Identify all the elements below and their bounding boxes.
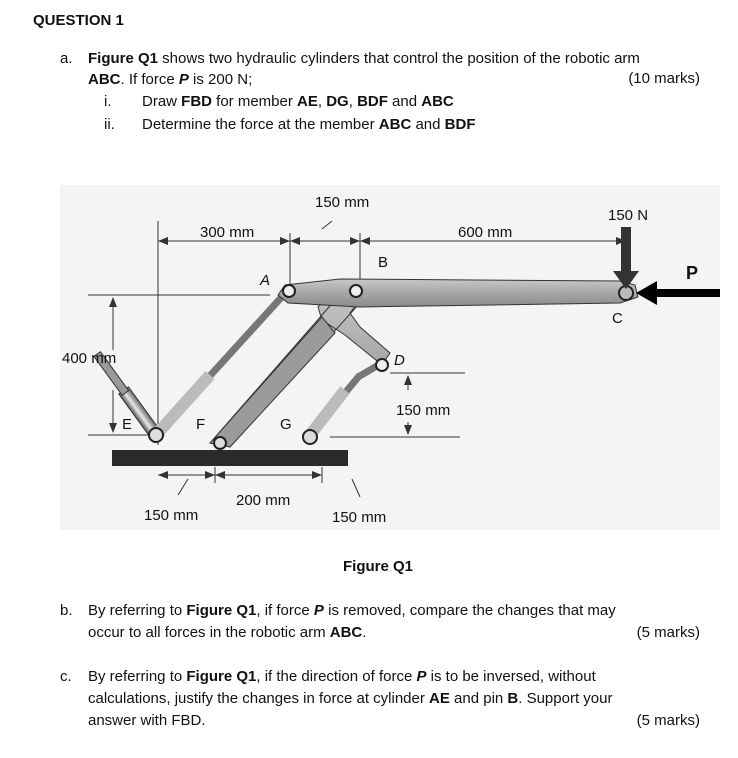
- item-i-s1: ,: [317, 93, 327, 110]
- pin-e: [149, 428, 163, 442]
- part-b-l2: occur to all forces in the robotic arm: [88, 624, 330, 641]
- pin-a: [283, 285, 295, 297]
- label-e: E: [122, 416, 133, 433]
- label-p: P: [686, 263, 699, 283]
- part-c-l2-mid: and pin: [449, 690, 508, 707]
- item-ii-num: ii.: [104, 116, 115, 133]
- force-150n-label: 150 N: [608, 207, 649, 224]
- part-b-marks: (5 marks): [636, 624, 700, 641]
- question-heading: QUESTION 1: [33, 12, 124, 29]
- item-ii-b1: ABC: [378, 116, 412, 133]
- item-ii-t1: Determine the force at the member: [142, 116, 379, 133]
- part-b-t2: , if force: [256, 602, 314, 619]
- part-b-member: ABC: [329, 624, 363, 641]
- dim-200: 200 mm: [236, 492, 291, 509]
- part-c-line2: [88, 688, 612, 709]
- part-a-member: ABC: [88, 71, 121, 88]
- part-a-figure-ref: Figure Q1: [88, 50, 159, 67]
- part-c-line1: [88, 666, 704, 687]
- dim-150-bottom-right: 150 mm: [332, 509, 387, 526]
- part-a-text2: . If force: [120, 71, 179, 88]
- dim-300: 300 mm: [200, 224, 255, 241]
- part-c-t3: is to be inversed, without: [426, 668, 596, 685]
- item-i-b3: DG: [326, 93, 349, 110]
- part-c-ae: AE: [429, 690, 450, 707]
- dim-150-top: 150 mm: [315, 194, 370, 211]
- pin-d: [376, 359, 388, 371]
- part-b-t3: is removed, compare the changes that may: [323, 602, 616, 619]
- label-b: B: [378, 254, 389, 271]
- item-i-t1: Draw: [142, 93, 182, 110]
- item-i-s3: and: [387, 93, 422, 110]
- pin-g: [303, 430, 317, 444]
- part-c-l2-end: . Support your: [518, 690, 613, 707]
- item-ii-t2: and: [411, 116, 445, 133]
- item-i-s2: ,: [348, 93, 358, 110]
- item-i-b1: FBD: [181, 93, 212, 110]
- dim-400: 400 mm: [62, 350, 117, 367]
- part-a-text3: is 200 N;: [188, 71, 253, 88]
- part-c-line3: answer with FBD.: [88, 712, 206, 729]
- part-b-t1: By referring to: [88, 602, 187, 619]
- label-c: C: [612, 310, 623, 327]
- part-b-label: b.: [60, 602, 73, 619]
- item-ii-text: [142, 114, 475, 135]
- dim-150-right: 150 mm: [396, 402, 451, 419]
- label-a: A: [260, 272, 271, 289]
- part-b-figref: Figure Q1: [186, 602, 257, 619]
- member-abc: [278, 279, 638, 307]
- part-b-l2-end: .: [362, 624, 367, 641]
- item-i-b4: BDF: [357, 93, 388, 110]
- dim-600: 600 mm: [458, 224, 513, 241]
- part-b-line2: [88, 622, 366, 643]
- part-a-text: shows two hydraulic cylinders that control the position of the robotic arm: [158, 50, 640, 67]
- dim-150-bottom-left: 150 mm: [144, 507, 199, 524]
- item-i-t2: for member: [212, 93, 298, 110]
- part-c-l2: calculations, justify the changes in force at cylinder: [88, 690, 430, 707]
- part-a-line1: [88, 48, 708, 69]
- label-d: D: [394, 352, 405, 369]
- part-c-figref: Figure Q1: [186, 668, 257, 685]
- figure-caption: Figure Q1: [343, 558, 414, 575]
- part-c-label: c.: [60, 668, 72, 685]
- item-ii-b2: BDF: [444, 116, 476, 133]
- pin-b: [350, 285, 362, 297]
- item-i-num: i.: [104, 93, 112, 110]
- figure-q1-diagram: [60, 185, 720, 530]
- label-f: F: [196, 416, 206, 433]
- ground-base: [112, 450, 348, 466]
- part-b-line1: [88, 600, 704, 621]
- part-c-b: B: [507, 690, 519, 707]
- part-a-marks: (10 marks): [628, 70, 700, 87]
- item-i-b5: ABC: [421, 93, 454, 110]
- part-a-line2: [88, 69, 252, 90]
- pin-f: [214, 437, 226, 449]
- part-c-marks: (5 marks): [636, 712, 700, 729]
- part-b-var: P: [313, 602, 324, 619]
- part-c-var: P: [416, 668, 427, 685]
- item-i-b2: AE: [297, 93, 318, 110]
- item-i-text: [142, 91, 454, 112]
- part-a-label: a.: [60, 50, 73, 67]
- part-a-force-var: P: [178, 71, 189, 88]
- part-c-t2: , if the direction of force: [256, 668, 417, 685]
- part-c-t1: By referring to: [88, 668, 187, 685]
- label-g: G: [280, 416, 292, 433]
